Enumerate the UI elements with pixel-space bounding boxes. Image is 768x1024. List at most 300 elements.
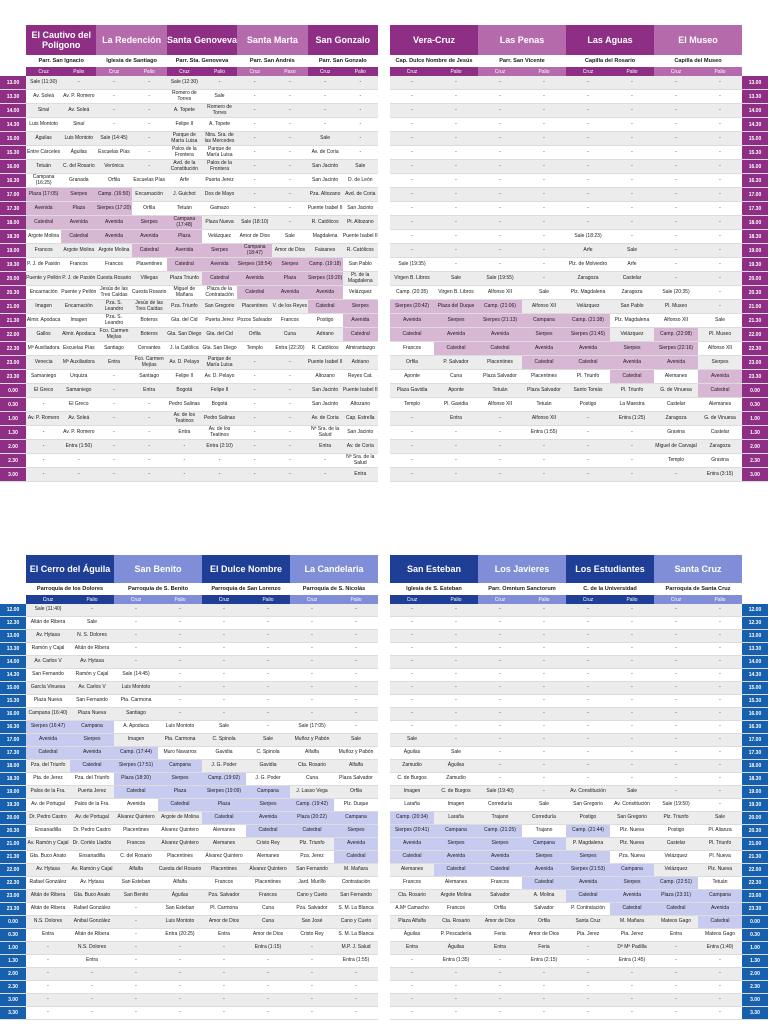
schedule-cell: Sale (19:40) [478,786,522,798]
schedule-cell: - [654,1007,698,1019]
schedule-cell: Dr. Pedro Castro [70,825,114,837]
parish-name: Parroquia de San Lorenzo [211,586,281,592]
schedule-row [390,216,768,230]
schedule-cell: Campana (16:40) [26,708,70,720]
schedule-cell: - [272,398,307,411]
schedule-cell: Escuelas Pías [96,146,131,159]
schedule-cell: - [390,160,434,173]
schedule-cell: La Maestra [610,398,654,411]
schedule-cell: Gravina [698,454,742,467]
time-label: 15.30 [0,695,26,707]
schedule-cell: Sale [334,734,378,746]
schedule-cell: Correduría [478,799,522,811]
schedule-cell: Plasentines [132,258,167,271]
schedule-cell: Zamudio [390,760,434,772]
schedule-cell: - [96,468,131,481]
schedule-cell: Sierpes (18:54) [237,258,272,271]
schedule-cell: Cuesta Rosario [96,272,131,285]
schedule-cell: Almirantazgo [343,342,378,355]
cruz-label: Cruz [390,67,434,76]
schedule-cell: Catedral [26,216,61,229]
schedule-cell: Entra (1:40) [698,942,742,954]
schedule-cell: - [158,708,202,720]
schedule-cell: - [272,412,307,425]
schedule-cell: Av. P. Romero [61,90,96,103]
schedule-cell: Jesús de las Tres Caídas [96,286,131,299]
schedule-cell: - [158,656,202,668]
schedule-cell: Av. de Coria [308,146,343,159]
time-label: 14.30 [742,669,768,681]
schedule-row [0,656,378,669]
schedule-cell: - [26,968,70,980]
schedule-cell: - [167,440,202,453]
schedule-cell: - [334,1007,378,1019]
time-label: 22.00 [742,864,768,876]
schedule-cell: Cap. Estrella [343,412,378,425]
schedule-cell: Sale [610,244,654,257]
schedule-row [390,916,768,929]
schedule-cell: Mateos Gago [654,916,698,928]
schedule-row [0,773,378,786]
schedule-cell: - [390,1007,434,1019]
schedule-cell: - [272,132,307,145]
schedule-cell: Plaza de la Contratación [202,286,237,299]
cruz-label: Cruz [478,67,522,76]
schedule-cell: Pza. Salvador [290,903,334,915]
schedule-cell: Orfila [478,903,522,915]
schedule-cell: Sierpes [566,851,610,863]
time-label: 20.30 [0,286,26,299]
schedule-cell: Plz. de Molviedro [566,258,610,271]
schedule-row [390,412,768,426]
schedule-cell: Sale [202,721,246,733]
palio-label: Palio [522,595,566,604]
schedule-cell: Catedral [61,230,96,243]
schedule-row [0,384,378,398]
schedule-cell: García Vinuesa [26,682,70,694]
schedule-cell: - [566,630,610,642]
schedule-cell: - [434,230,478,243]
schedule-cell: - [566,747,610,759]
schedule-row [0,468,378,482]
time-column-spacer [0,25,26,55]
schedule-cell: - [434,695,478,707]
schedule-cell: Felipe II [202,384,237,397]
schedule-cell: Sale (18:10) [237,216,272,229]
time-label: 18.30 [0,230,26,243]
schedule-cell: Postigo [654,825,698,837]
schedule-cell: San Fernando [26,669,70,681]
schedule-row [390,300,768,314]
schedule-cell: - [202,708,246,720]
schedule-panel-bottom-right [390,555,768,1024]
schedule-cell: - [390,682,434,694]
time-label: 23.30 [742,370,768,383]
schedule-cell: Plaza Gavidia [390,384,434,397]
parish-name: Capilla del Rosario [584,58,636,64]
schedule-cell: Alfalfa [290,747,334,759]
cruz-label: Cruz [390,595,434,604]
schedule-row [390,994,768,1007]
schedule-cell: Imagen [114,734,158,746]
schedule-cell: Avenida [114,799,158,811]
schedule-cell: Entra [70,955,114,967]
schedule-cell: - [522,160,566,173]
schedule-cell: Pl. Gavidia [434,398,478,411]
schedule-cell: Entra [434,412,478,425]
schedule-cell: El Greco [61,398,96,411]
schedule-cell: Campana [698,890,742,902]
time-column-spacer [742,595,768,604]
schedule-row [390,942,768,955]
schedule-cell: Alemanes [390,864,434,876]
schedule-cell: - [566,426,610,439]
schedule-cell: - [334,669,378,681]
schedule-row [390,342,768,356]
schedule-cell: - [522,981,566,993]
schedule-cell: Francos [272,314,307,327]
schedule-cell: - [698,258,742,271]
schedule-cell: - [610,669,654,681]
schedule-cell: Pt. de la Magdalena [343,272,378,285]
schedule-cell: Mª Auxiliadora [61,356,96,369]
schedule-panel-top-right [390,25,768,495]
brotherhood-title: Los Estudiantes [566,555,654,583]
schedule-cell: - [610,630,654,642]
schedule-cell: Parque de María Luisa [202,146,237,159]
schedule-cell: Villegas [132,272,167,285]
schedule-cell: - [698,773,742,785]
schedule-cell: - [654,643,698,655]
schedule-cell: Catedral [478,864,522,876]
schedule-cell: Amor de Dios [478,916,522,928]
schedule-cell: - [61,468,96,481]
schedule-cell: Catedral [246,825,290,837]
schedule-cell: Camp. (19:02) [202,773,246,785]
schedule-cell: - [390,617,434,629]
schedule-cell: Águilas [61,146,96,159]
schedule-cell: Muro Navarros [158,747,202,759]
schedule-cell: - [610,604,654,616]
schedule-cell: Avenida [566,342,610,355]
schedule-cell: - [26,398,61,411]
schedule-cell: Pedro Salinas [167,398,202,411]
schedule-cell: - [566,643,610,655]
time-label: 22.30 [0,342,26,355]
schedule-cell: - [202,454,237,467]
schedule-cell: - [246,968,290,980]
schedule-cell: Altozano [308,370,343,383]
schedule-cell: Dos de Mayo [202,188,237,201]
schedule-rows [0,76,378,482]
time-label: 21.00 [742,300,768,313]
schedule-cell: - [272,440,307,453]
schedule-cell: Avenida [434,328,478,341]
schedule-cell: - [308,118,343,131]
schedule-cell: Avenida [343,314,378,327]
schedule-cell: - [522,617,566,629]
schedule-cell: Pza. del Triunfo [70,773,114,785]
schedule-cell: Av. de los Teatinos [202,426,237,439]
schedule-cell: Alfalfa [334,760,378,772]
time-label: 17.30 [742,747,768,759]
schedule-row [390,747,768,760]
schedule-cell: - [390,643,434,655]
time-label: 23.30 [0,370,26,383]
schedule-cell: - [610,230,654,243]
schedule-row [390,786,768,799]
schedule-cell: Sierpes [434,314,478,327]
time-label: 20.00 [742,812,768,824]
schedule-row [0,454,378,468]
schedule-cell: - [390,454,434,467]
time-label: 23.00 [742,356,768,369]
schedule-row [0,981,378,994]
schedule-cell: Cuna [246,903,290,915]
schedule-cell: - [246,604,290,616]
schedule-cell: Palos de la Fra. [26,786,70,798]
time-column-spacer [742,25,768,55]
schedule-row [390,708,768,721]
time-label: 23.00 [0,356,26,369]
schedule-cell: Álvarez Quintero [246,864,290,876]
schedule-cell: San Gregorio [566,799,610,811]
schedule-cell: Templo [390,398,434,411]
schedule-cell: - [478,747,522,759]
schedule-cell: - [132,160,167,173]
schedule-cell: Cuna [434,370,478,383]
schedule-row [390,370,768,384]
schedule-cell: - [290,942,334,954]
schedule-cell: - [434,216,478,229]
time-label: 2.30 [742,454,768,467]
schedule-cell: - [246,630,290,642]
schedule-cell: - [434,174,478,187]
schedule-cell: Miguel de Carvajal [654,440,698,453]
schedule-cell: - [698,118,742,131]
schedule-cell: - [334,708,378,720]
schedule-cell: Orfila [334,786,378,798]
schedule-cell: Dª Mª Padilla [610,942,654,954]
schedule-cell: - [522,272,566,285]
schedule-cell: Alfonso XII [478,398,522,411]
schedule-cell: Sierpes [272,258,307,271]
schedule-cell: - [272,454,307,467]
schedule-cell: - [610,708,654,720]
schedule-cell: Campana [334,812,378,824]
schedule-cell: Cano y Cueto [290,890,334,902]
schedule-row [390,1007,768,1020]
schedule-cell: Muñoz y Pabón [290,734,334,746]
schedule-row [390,825,768,838]
schedule-cell: - [132,454,167,467]
time-label: 2.00 [742,968,768,980]
schedule-cell: - [566,760,610,772]
schedule-cell: - [434,454,478,467]
brotherhood-header-row [0,555,378,583]
schedule-cell: Avenida [522,864,566,876]
schedule-cell: Entra (1:50) [61,440,96,453]
schedule-row [390,188,768,202]
schedule-cell: Escuelas Pías [61,342,96,355]
palio-label: Paso [272,67,307,76]
schedule-cell: - [478,468,522,481]
schedule-cell: R. Católicos [343,244,378,257]
cruz-label: Cruz [202,595,246,604]
schedule-row [0,630,378,643]
schedule-cell: Alemanes [654,370,698,383]
schedule-cell: Parque de María Luisa [167,132,202,145]
time-label: 18.30 [0,773,26,785]
schedule-cell: Sierpes [610,877,654,889]
schedule-row [390,760,768,773]
schedule-cell: - [698,747,742,759]
time-label: 20.00 [0,812,26,824]
schedule-cell: Catedral [566,890,610,902]
schedule-cell: Gamazo [202,202,237,215]
time-column-spacer [742,555,768,583]
schedule-cell: Puente Isabel II [308,202,343,215]
schedule-cell: - [610,90,654,103]
schedule-cell: Sierpes [158,773,202,785]
schedule-cell: Entra (1:55) [334,955,378,967]
time-label: 12.30 [0,617,26,629]
schedule-cell: Francos [202,877,246,889]
schedule-cell: Plaza [61,202,96,215]
schedule-cell: - [566,656,610,668]
schedule-cell: Nª Sra. de la Salud [343,454,378,467]
schedule-cell: - [334,695,378,707]
cruz-label: Cruz [237,67,272,76]
schedule-cell: Sierpes [61,188,96,201]
schedule-cell: - [522,174,566,187]
schedule-cell: - [434,440,478,453]
schedule-cell: Entra [26,929,70,941]
schedule-cell: - [70,981,114,993]
time-label: 19.30 [742,258,768,271]
time-column-spacer [742,67,768,76]
schedule-cell: Pza. Salvador [202,890,246,902]
schedule-cell: - [96,440,131,453]
schedule-cell: - [478,132,522,145]
schedule-cell: - [654,747,698,759]
schedule-cell: Sierpes [202,244,237,257]
schedule-row [0,903,378,916]
schedule-cell: Alemanes [434,877,478,889]
time-label: 1.00 [0,412,26,425]
schedule-cell: - [698,90,742,103]
schedule-cell: - [478,721,522,733]
schedule-cell: - [522,721,566,733]
schedule-cell: - [343,146,378,159]
schedule-row [0,799,378,812]
schedule-cell: Arfe [566,244,610,257]
schedule-cell: Av. Carlos V [26,656,70,668]
schedule-cell: - [434,682,478,694]
schedule-cell: - [698,721,742,733]
time-label: 16.00 [0,160,26,173]
schedule-cell: Sierpes (16:47) [26,721,70,733]
schedule-cell: Puente Isabel II [308,356,343,369]
schedule-cell: Pl. Nueva [698,851,742,863]
schedule-cell: A. Apodaca [114,721,158,733]
schedule-row [390,118,768,132]
time-label: 15.30 [0,146,26,159]
schedule-cell: - [522,604,566,616]
schedule-cell: - [610,617,654,629]
time-label: 18.30 [742,773,768,785]
schedule-cell: - [246,656,290,668]
schedule-cell: - [390,132,434,145]
schedule-cell: Santiago [132,370,167,383]
time-label: 19.00 [0,786,26,798]
schedule-cell: Sinaí [61,118,96,131]
schedule-cell: - [158,994,202,1006]
schedule-cell: Jard. Murillo [290,877,334,889]
schedule-cell: Adriano [343,356,378,369]
parish-name: Parroquia de Santa Cruz [665,586,731,592]
schedule-cell: - [158,617,202,629]
schedule-row [0,955,378,968]
parish-name: Parr. Omnium Sanctorum [488,586,556,592]
schedule-cell: Catedral [522,877,566,889]
schedule-cell: Boteros [132,328,167,341]
schedule-row [390,864,768,877]
schedule-cell: - [654,734,698,746]
schedule-cell: Tetuán [522,398,566,411]
schedule-cell: - [478,968,522,980]
schedule-cell: Sale (19:50) [654,799,698,811]
cruz-label: Cruz [654,595,698,604]
schedule-cell: - [290,682,334,694]
schedule-cell: - [434,981,478,993]
schedule-cell: - [566,617,610,629]
schedule-cell: - [390,426,434,439]
schedule-cell: Catedral [478,342,522,355]
palio-label: Palio [434,67,478,76]
schedule-cell: - [390,630,434,642]
schedule-cell: - [654,118,698,131]
schedule-cell: - [26,468,61,481]
time-column-spacer [0,595,26,604]
schedule-cell: - [237,384,272,397]
schedule-cell: - [167,468,202,481]
schedule-row [0,968,378,981]
time-label: 14.30 [0,669,26,681]
schedule-cell: - [654,656,698,668]
schedule-cell: Plaza Nueva [26,695,70,707]
schedule-row [0,734,378,747]
time-label: 22.30 [0,877,26,889]
schedule-cell: Zaragoza [698,440,742,453]
schedule-cell: - [434,426,478,439]
schedule-cell: - [70,994,114,1006]
schedule-row [0,643,378,656]
schedule-cell: - [698,799,742,811]
schedule-cell: - [522,188,566,201]
schedule-cell: - [654,132,698,145]
schedule-cell: - [26,426,61,439]
schedule-row [390,656,768,669]
schedule-cell: - [343,104,378,117]
schedule-cell: Plaza Salvador [522,384,566,397]
schedule-cell: - [654,955,698,967]
schedule-cell: - [566,132,610,145]
schedule-cell: - [610,656,654,668]
schedule-row [390,160,768,174]
schedule-cell: - [522,643,566,655]
parish-name: Parr. San Ignacio [38,58,84,64]
